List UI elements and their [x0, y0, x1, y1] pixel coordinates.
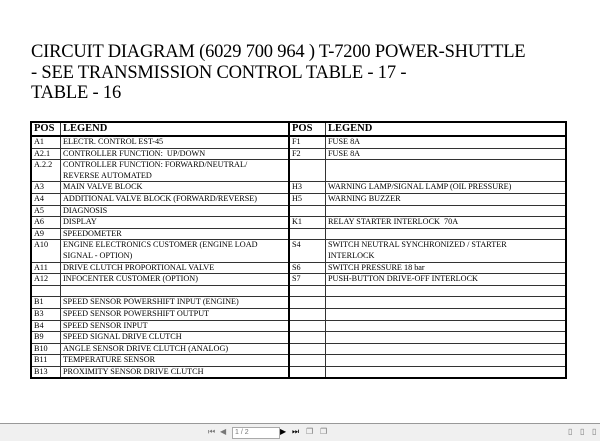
legend-cell [326, 308, 567, 320]
legend-table [30, 121, 567, 379]
legend-cell [326, 297, 567, 309]
pos-cell: H3 [289, 182, 326, 194]
legend-cell: SWITCH NEUTRAL SYNCHRONIZED / STARTER INTERLOCK [326, 240, 567, 262]
table-row [31, 182, 566, 194]
pos-cell: A11 [31, 262, 61, 274]
legend-cell: DRIVE CLUTCH PROPORTIONAL VALVE [61, 262, 290, 274]
table-row [31, 136, 566, 148]
legend-cell [326, 320, 567, 332]
legend-cell: WARNING LAMP/SIGNAL LAMP (OIL PRESSURE) [326, 182, 567, 194]
legend-cell: MAIN VALVE BLOCK [61, 182, 290, 194]
copy-icon[interactable]: ❐ [306, 427, 314, 436]
legend-cell: SPEED SENSOR INPUT [61, 320, 290, 332]
pos-cell: A.2.2 [31, 160, 61, 182]
pos-cell: B3 [31, 308, 61, 320]
pos-cell: A9 [31, 228, 61, 240]
pos-cell: H5 [289, 193, 326, 205]
legend-cell: DISPLAY [61, 217, 290, 229]
next-page-icon[interactable]: ▶ [280, 427, 287, 436]
table-row [31, 332, 566, 344]
first-page-icon[interactable]: ⏮ [208, 427, 216, 436]
pos-cell [31, 285, 61, 297]
bookmark-icon[interactable]: ▯ [580, 427, 585, 436]
pos-cell [289, 205, 326, 217]
pos-cell: A10 [31, 240, 61, 262]
table-row [31, 193, 566, 205]
title-line: - SEE TRANSMISSION CONTROL TABLE - 17 - [31, 62, 407, 83]
table-row [31, 297, 566, 309]
pos-cell: A12 [31, 274, 61, 286]
legend-cell: FUSE 8A [326, 148, 567, 160]
table-row [31, 228, 566, 240]
pos-cell: B9 [31, 332, 61, 344]
pos-cell [289, 355, 326, 367]
legend-cell: ELECTR. CONTROL EST-45 [61, 136, 290, 148]
pos-cell: B11 [31, 355, 61, 367]
page-input[interactable]: 1 / 2 [232, 427, 280, 439]
legend-cell: SPEED SENSOR POWERSHIFT INPUT (ENGINE) [61, 297, 290, 309]
legend-cell [326, 332, 567, 344]
legend-cell: ENGINE ELECTRONICS CUSTOMER (ENGINE LOAD SIGNAL - OPTION) [61, 240, 290, 262]
pos-cell: A6 [31, 217, 61, 229]
title-line: CIRCUIT DIAGRAM (6029 700 964 ) T-7200 POWER-SHUTTLE [31, 42, 526, 62]
legend-cell: ADDITIONAL VALVE BLOCK (FORWARD/REVERSE) [61, 193, 290, 205]
table-row [31, 366, 566, 378]
legend-cell: PUSH-BUTTON DRIVE-OFF INTERLOCK [326, 274, 567, 286]
table-row [31, 274, 566, 286]
pos-cell: S6 [289, 262, 326, 274]
legend-cell: PROXIMITY SENSOR DRIVE CLUTCH [61, 366, 290, 378]
pos-cell: K1 [289, 217, 326, 229]
legend-cell: DIAGNOSIS [61, 205, 290, 217]
pos-cell [289, 366, 326, 378]
legend-cell: CONTROLLER FUNCTION: UP/DOWN [61, 148, 290, 160]
legend-cell: TEMPERATURE SENSOR [61, 355, 290, 367]
table-row [31, 262, 566, 274]
legend-cell: WARNING BUZZER [326, 193, 567, 205]
table-row [31, 205, 566, 217]
legend-cell: ANGLE SENSOR DRIVE CLUTCH (ANALOG) [61, 343, 290, 355]
pos-cell: S4 [289, 240, 326, 262]
table-header [31, 122, 566, 136]
document-title [31, 42, 525, 104]
legend-cell: INFOCENTER CUSTOMER (OPTION) [61, 274, 290, 286]
pos-cell: A3 [31, 182, 61, 194]
pos-cell: A5 [31, 205, 61, 217]
title-line: TABLE - 16 [31, 83, 122, 103]
legend-cell: SPEED SENSOR POWERSHIFT OUTPUT [61, 308, 290, 320]
table-row [31, 308, 566, 320]
pos-cell: B10 [31, 343, 61, 355]
pos-cell: F2 [289, 148, 326, 160]
legend-cell [326, 285, 567, 297]
legend-cell: SWITCH PRESSURE 18 bar [326, 262, 567, 274]
pos-cell [289, 320, 326, 332]
pos-cell [289, 308, 326, 320]
pos-cell: A4 [31, 193, 61, 205]
legend-cell [326, 205, 567, 217]
pos-cell: B13 [31, 366, 61, 378]
table-row [31, 148, 566, 160]
legend-cell [326, 228, 567, 240]
pos-cell: S7 [289, 274, 326, 286]
pos-cell: B4 [31, 320, 61, 332]
legend-cell: CONTROLLER FUNCTION: FORWARD/NEUTRAL/ REVERSE AUTOMATED [61, 160, 290, 182]
table-row [31, 355, 566, 367]
table-row [31, 160, 566, 182]
pos-cell [289, 332, 326, 344]
header-legend: LEGEND [61, 122, 290, 136]
header-pos: POS [289, 122, 326, 136]
legend-cell [326, 160, 567, 182]
copy-disabled-icon[interactable]: ❐ [320, 427, 328, 436]
pos-cell [289, 160, 326, 182]
legend-cell: SPEED SIGNAL DRIVE CLUTCH [61, 332, 290, 344]
legend-cell: RELAY STARTER INTERLOCK 70A [326, 217, 567, 229]
pos-cell: A2.1 [31, 148, 61, 160]
table-row [31, 320, 566, 332]
pos-cell: B1 [31, 297, 61, 309]
panel-icon[interactable]: ▯ [592, 427, 597, 436]
pos-cell [289, 285, 326, 297]
legend-cell [326, 355, 567, 367]
last-page-icon[interactable]: ⏭ [292, 427, 300, 436]
single-page-icon[interactable]: ▯ [568, 427, 573, 436]
pos-cell [289, 228, 326, 240]
table-row [31, 285, 566, 297]
pos-cell: A1 [31, 136, 61, 148]
table-row [31, 343, 566, 355]
pos-cell [289, 297, 326, 309]
legend-cell: SPEEDOMETER [61, 228, 290, 240]
legend-cell [61, 285, 290, 297]
legend-cell: FUSE 8A [326, 136, 567, 148]
table-row [31, 240, 566, 262]
header-pos: POS [31, 122, 61, 136]
legend-cell [326, 366, 567, 378]
pos-cell [289, 343, 326, 355]
pdf-toolbar [0, 423, 600, 441]
legend-cell [326, 343, 567, 355]
prev-page-icon[interactable]: ◀ [220, 427, 227, 436]
pos-cell: F1 [289, 136, 326, 148]
table-row [31, 217, 566, 229]
header-legend: LEGEND [326, 122, 567, 136]
